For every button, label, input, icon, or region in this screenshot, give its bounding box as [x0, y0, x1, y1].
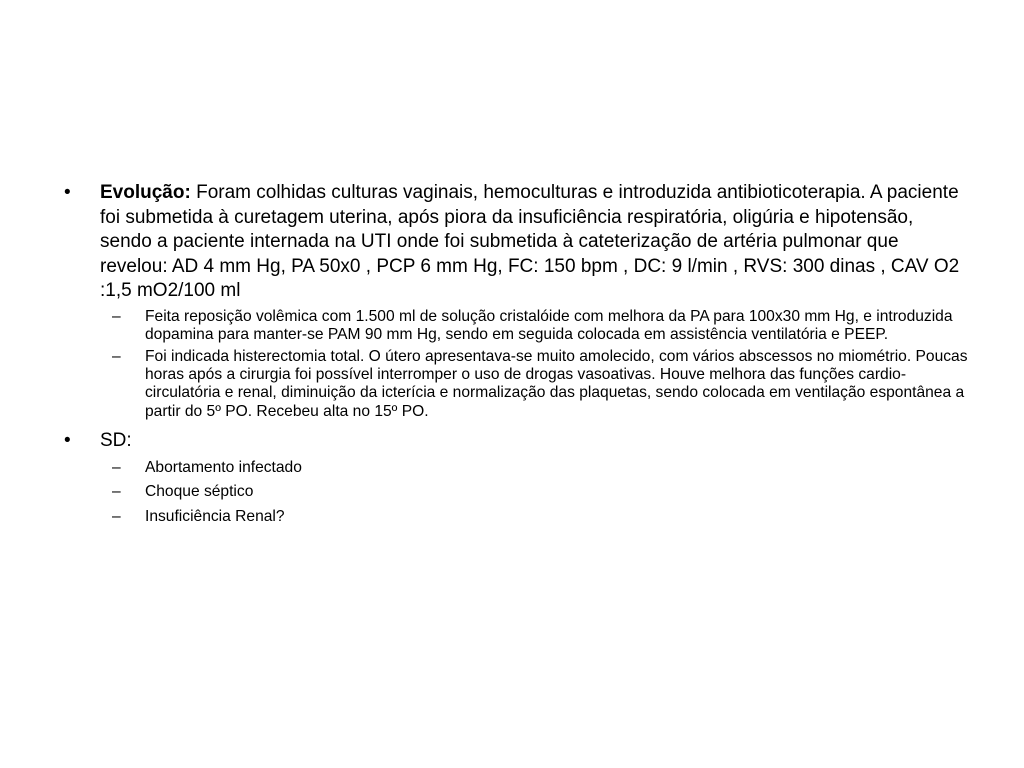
dash-marker: –	[112, 483, 121, 501]
sd-item-text: Abortamento infectado	[145, 459, 302, 477]
evolucao-text: Foram colhidas culturas vaginais, hemoculturas e introduzida antibioticoterapia. A paciente foi submetida à curetagem uterina, após piora da insuficiência respiratória, oligúria e hipotensão, sendo a paciente internada na UTI onde foi submetida à cateterização de artéria pulmonar que revelou: AD 4 mm Hg, PA 50x0 , PCP 6 mm Hg, FC: 150 bpm , DC: 9 l/min , RVS: 300 dinas , CAV O2 :1,5 mO2/100 ml	[100, 182, 960, 301]
dash-marker: –	[112, 507, 121, 525]
subitem-text: Foi indicada histerectomia total. O útero apresentava-se muito amolecido, com vários abscessos no miométrio. Poucas horas após a cirurgia foi possível interromper o uso de drogas vasoativas. Houve melhora das funções cardio-circulatória e renal, diminuição da icterícia e normalização das plaquetas, sendo colocada em ventilação espontânea a partir do 5º PO. Recebeu alta no 15º PO.	[145, 347, 968, 420]
dash-marker: –	[112, 459, 121, 477]
bullet-evolucao	[60, 181, 970, 304]
dash-marker: –	[112, 347, 121, 365]
sd-item-choque	[60, 483, 970, 501]
sd-item-insuficiencia	[60, 508, 970, 526]
bullet-marker: •	[64, 182, 71, 203]
evolucao-label: Evolução:	[100, 182, 191, 203]
slide-content	[60, 181, 970, 526]
dash-marker: –	[112, 307, 121, 325]
subitem-reposicao	[60, 308, 970, 344]
sd-item-abortamento	[60, 459, 970, 477]
subitem-text: Feita reposição volêmica com 1.500 ml de solução cristalóide com melhora da PA para 100x30 mm Hg, e introduzida dopamina para manter-se PAM 90 mm Hg, sendo em seguida colocada em assistência ventilatória e PEEP.	[145, 307, 953, 343]
sd-item-text: Choque séptico	[145, 483, 254, 501]
sd-label: SD:	[100, 429, 132, 451]
subitem-histerectomia	[60, 348, 970, 421]
bullet-sd	[60, 429, 970, 454]
sd-item-text: Insuficiência Renal?	[145, 507, 285, 525]
bullet-marker: •	[64, 429, 71, 451]
